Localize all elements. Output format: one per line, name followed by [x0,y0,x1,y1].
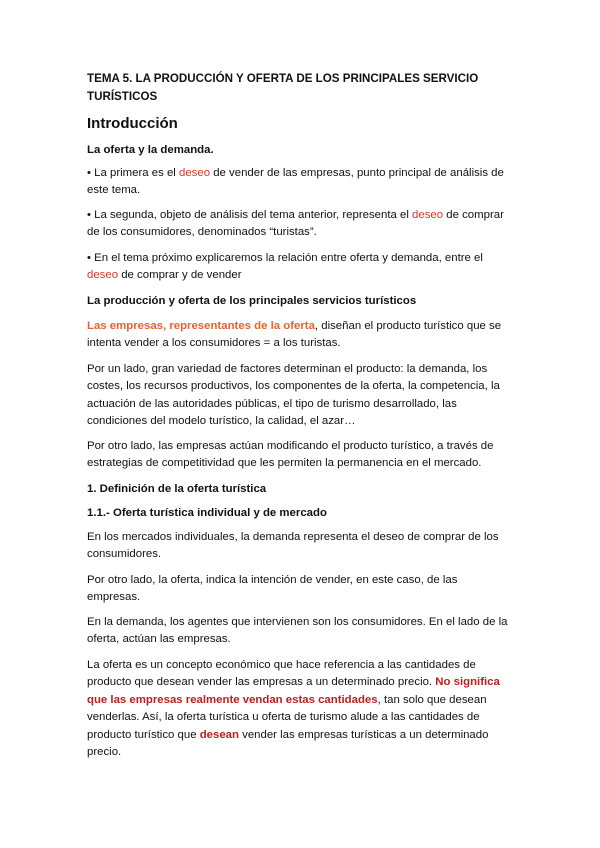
para-concepto [87,657,515,761]
document-title [87,70,515,106]
para-concepto-text: , tan solo que desean [377,693,487,706]
para-concepto-line-3 [87,692,515,709]
bullet-1 [87,165,515,200]
bullet-2-line-2: de los consumidores, denominados “turistas”. [87,226,317,239]
bullet-3-line-2 [87,267,515,284]
produccion-oferta-heading: La producción y oferta de los principales servicios turísticos [87,295,417,307]
para-concepto-line-5 [87,727,515,744]
bullet-1-highlight: deseo [179,167,211,179]
bullet-1-line-2: este tema. [87,184,141,197]
para-empresas-line-2: intenta vender a los consumidores = a los turistas. [87,337,341,350]
para-factores-line: condiciones del modelo turístico, la calidad, el azar… [87,415,356,428]
para-concepto-line-4: venderlas. Así, la oferta turística u oferta de turismo alude a las cantidades de [87,711,480,724]
para-otro-lado-line: estrategias de competitividad que les permiten la permanencia en el mercado. [87,457,482,470]
para-agentes-line: En la demanda, los agentes que intervienen son los consumidores. En el lado de la [87,616,508,628]
bullet-2-line-1 [87,207,515,224]
definicion-heading: 1. Definición de la oferta turística [87,483,267,495]
para-factores-line: costes, los recursos productivos, los componentes de la oferta, la competencia, la [87,380,500,393]
para-concepto-highlight: que las empresas realmente vendan estas cantidades [87,693,378,706]
para-mercados-line: En los mercados individuales, la demanda representa el deseo de comprar de los [87,531,499,543]
oferta-individual-heading: 1.1.- Oferta turística individual y de mercado [87,507,327,519]
para-mercados [87,529,515,564]
bullet-2-text-a: • La segunda, objeto de análisis del tema anterior, representa el [87,209,413,221]
para-factores [87,361,515,431]
bullet-2-highlight: deseo [412,209,444,221]
title-line-2: TURÍSTICOS [87,90,158,103]
section-heading [87,293,515,310]
bullet-3-highlight: deseo [87,269,119,282]
bullet-3-line-1: • En el tema próximo explicaremos la relación entre oferta y demanda, entre el [87,252,483,264]
para-empresas-text-a: , diseñan el producto turístico que se [314,320,502,332]
para-agentes [87,614,515,649]
oferta-demanda-title: La oferta y la demanda. [87,144,214,156]
para-empresas [87,318,515,353]
para-agentes-line: oferta, actúan las empresas. [87,633,231,646]
para-concepto-text: producto que desean vender las empresas a un determinado precio. [87,676,436,689]
para-concepto-line-6: precio. [87,746,122,759]
para-oferta-line: empresas. [87,591,141,604]
bullet-1-text-b: de vender de las empresas, punto principal de análisis de [210,167,504,179]
para-concepto-highlight: desean [199,728,239,741]
para-empresas-line-1 [87,318,515,335]
para-oferta [87,572,515,607]
para-factores-line: actuación de las autoridades públicas, el tipo de turismo desarrollado, las [87,397,457,410]
para-otro-lado-line: Por otro lado, las empresas actúan modificando el producto turístico, a través de [87,440,494,452]
para-concepto-line-2 [87,674,515,691]
para-otro-lado [87,438,515,473]
introduccion-heading: Introducción [87,115,178,132]
bullet-2-text-b: de comprar [443,209,504,221]
heading-1 [87,481,515,498]
para-concepto-line-1: La oferta es un concepto económico que hace referencia a las cantidades de [87,659,476,671]
bullet-2 [87,207,515,242]
bullet-3-text-b: de comprar y de vender [118,269,242,282]
bullet-1-line-1 [87,165,515,182]
para-concepto-text: producto turístico que [87,728,200,741]
para-concepto-highlight: No significa [435,676,500,689]
para-mercados-line: consumidores. [87,548,162,561]
para-empresas-highlight: Las empresas, representantes de la oferta [87,320,315,332]
para-oferta-line: Por otro lado, la oferta, indica la intención de vender, en este caso, de las [87,574,458,586]
bullet-1-text-a: • La primera es el [87,167,179,179]
para-factores-line: Por un lado, gran variedad de factores determinan el producto: la demanda, los [87,363,488,375]
bullet-3 [87,250,515,285]
intro-heading [87,114,515,134]
para-concepto-text: vender las empresas turísticas a un determinado [238,728,489,741]
heading-1-1 [87,505,515,522]
title-line-1: TEMA 5. LA PRODUCCIÓN Y OFERTA DE LOS PRINCIPALES SERVICIO [87,72,479,85]
oferta-demanda-heading [87,142,515,159]
